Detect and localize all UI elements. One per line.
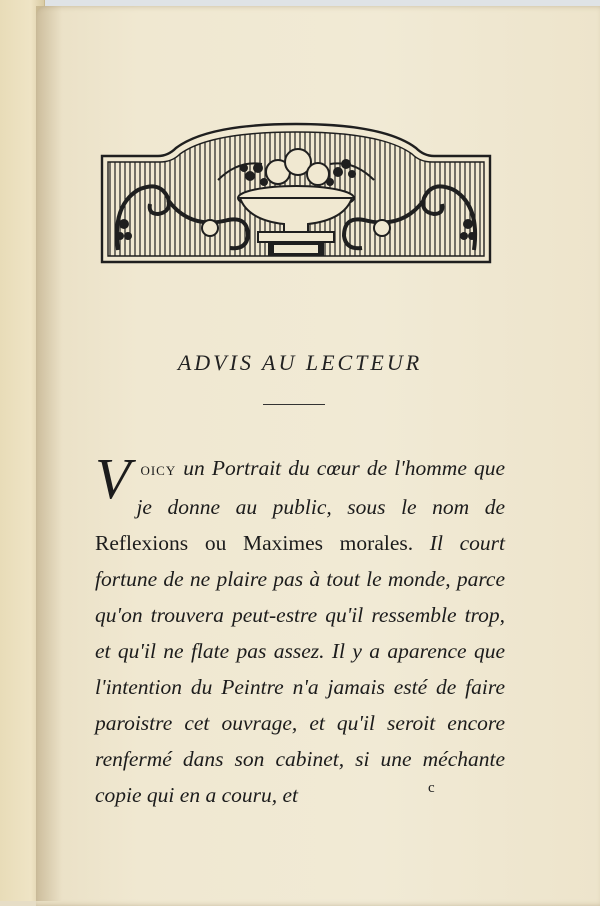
drop-cap: V [95,446,131,511]
signature-mark: c [428,780,435,796]
paragraph-line-1: un Portrait du cœur de l'homme que je donne au public, sous le nom de [136,456,505,519]
body-paragraph [95,446,505,813]
page-title: ADVIS AU LECTEUR [177,350,423,375]
gutter-shadow [36,6,62,901]
fruit-urn-headpiece-icon [98,120,494,266]
title-divider [263,404,325,405]
paragraph-remainder: Il court fortune de ne plaire pas à tout le monde, parce qu'on trouvera peut-estre qu'il ressemble trop, et qu'il ne flate pas assez. Il y a aparence que l'intention du Peintre n'a jamais esté de faire paroistre cet ouvrage, et qu'il seroit encore renfermé dans son cabinet, si une méchante copie qui en a couru, et [95,531,505,807]
opening-word: OICY [140,463,177,478]
upright-phrase: Reflexions ou Maximes morales. [95,531,414,555]
